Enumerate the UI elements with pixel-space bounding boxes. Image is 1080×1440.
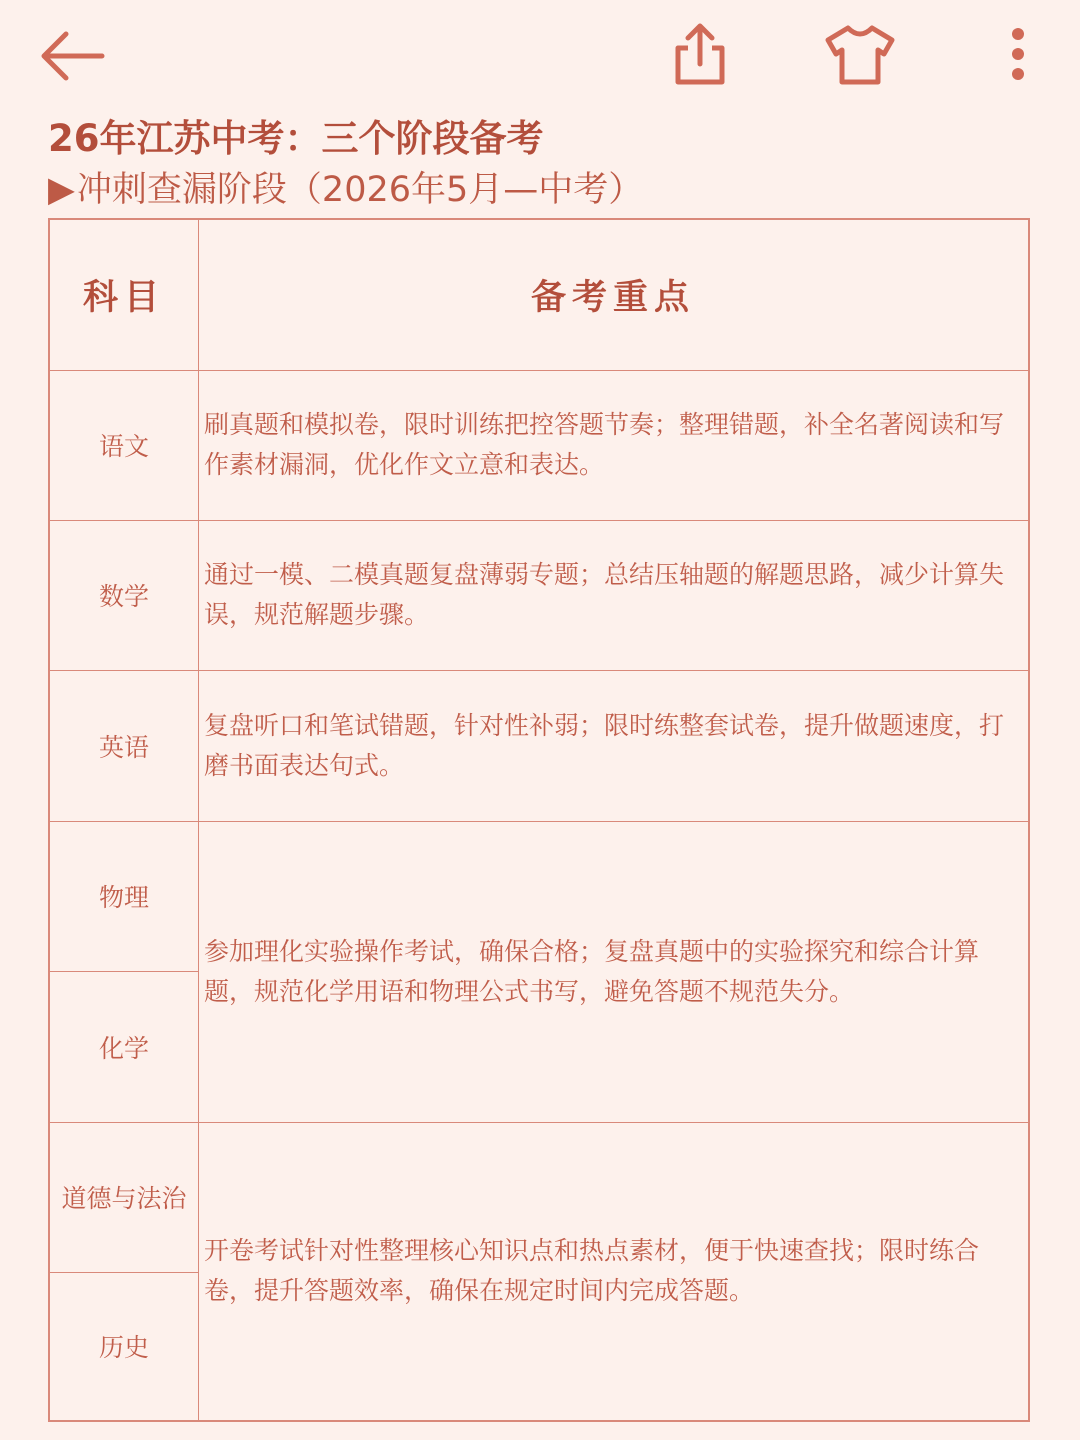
focus-text: 复盘听口和笔试错题，针对性补弱；限时练整套试卷，提升做题速度，打磨书面表达句式。 [204, 710, 1005, 780]
subject-cell: 历史 [98, 1333, 149, 1362]
header-subject: 科目 [82, 278, 165, 318]
subject-cell: 道德与法治 [61, 1184, 187, 1213]
share-icon[interactable] [668, 20, 732, 88]
focus-text: 通过一模、二模真题复盘薄弱专题；总结压轴题的解题思路，减少计算失误，规范解题步骤。 [204, 560, 1005, 629]
focus-text: 开卷考试针对性整理核心知识点和热点素材，便于快速查找；限时练合卷，提升答题效率，确保在规定时间内完成答题。 [204, 1236, 980, 1305]
play-triangle-icon: ▶ [48, 170, 75, 210]
top-toolbar [0, 0, 1080, 110]
study-plan-table [48, 218, 1030, 1422]
subject-cell: 物理 [98, 883, 149, 912]
focus-text: 参加理化实验操作考试，确保合格；复盘真题中的实验探究和综合计算题，规范化学用语和物理公式书写，避免答题不规范失分。 [204, 936, 980, 1006]
subject-cell: 英语 [98, 732, 149, 762]
header-focus: 备考重点 [530, 278, 695, 318]
focus-text: 刷真题和模拟卷，限时训练把控答题节奏；整理错题，补全名著阅读和写作素材漏洞，优化作文立意和表达。 [204, 410, 1005, 479]
page-title: 26年江苏中考：三个阶段备考 [48, 117, 544, 160]
tshirt-icon[interactable] [822, 22, 898, 88]
focus-cell [50, 370, 1028, 520]
subject-cell: 语文 [98, 432, 149, 461]
page-subtitle [48, 166, 1038, 214]
subject-cell: 数学 [98, 582, 149, 611]
subject-cell: 化学 [98, 1033, 149, 1063]
title-block [48, 112, 1038, 214]
more-vertical-icon[interactable] [1000, 22, 1036, 88]
back-arrow-icon[interactable] [38, 28, 108, 84]
focus-cell [50, 1122, 1028, 1420]
focus-cell [50, 821, 1028, 1122]
focus-cell [50, 520, 1028, 670]
focus-cell [50, 670, 1028, 821]
subtitle-text: 冲刺查漏阶段（2026年5月—中考） [76, 170, 644, 210]
